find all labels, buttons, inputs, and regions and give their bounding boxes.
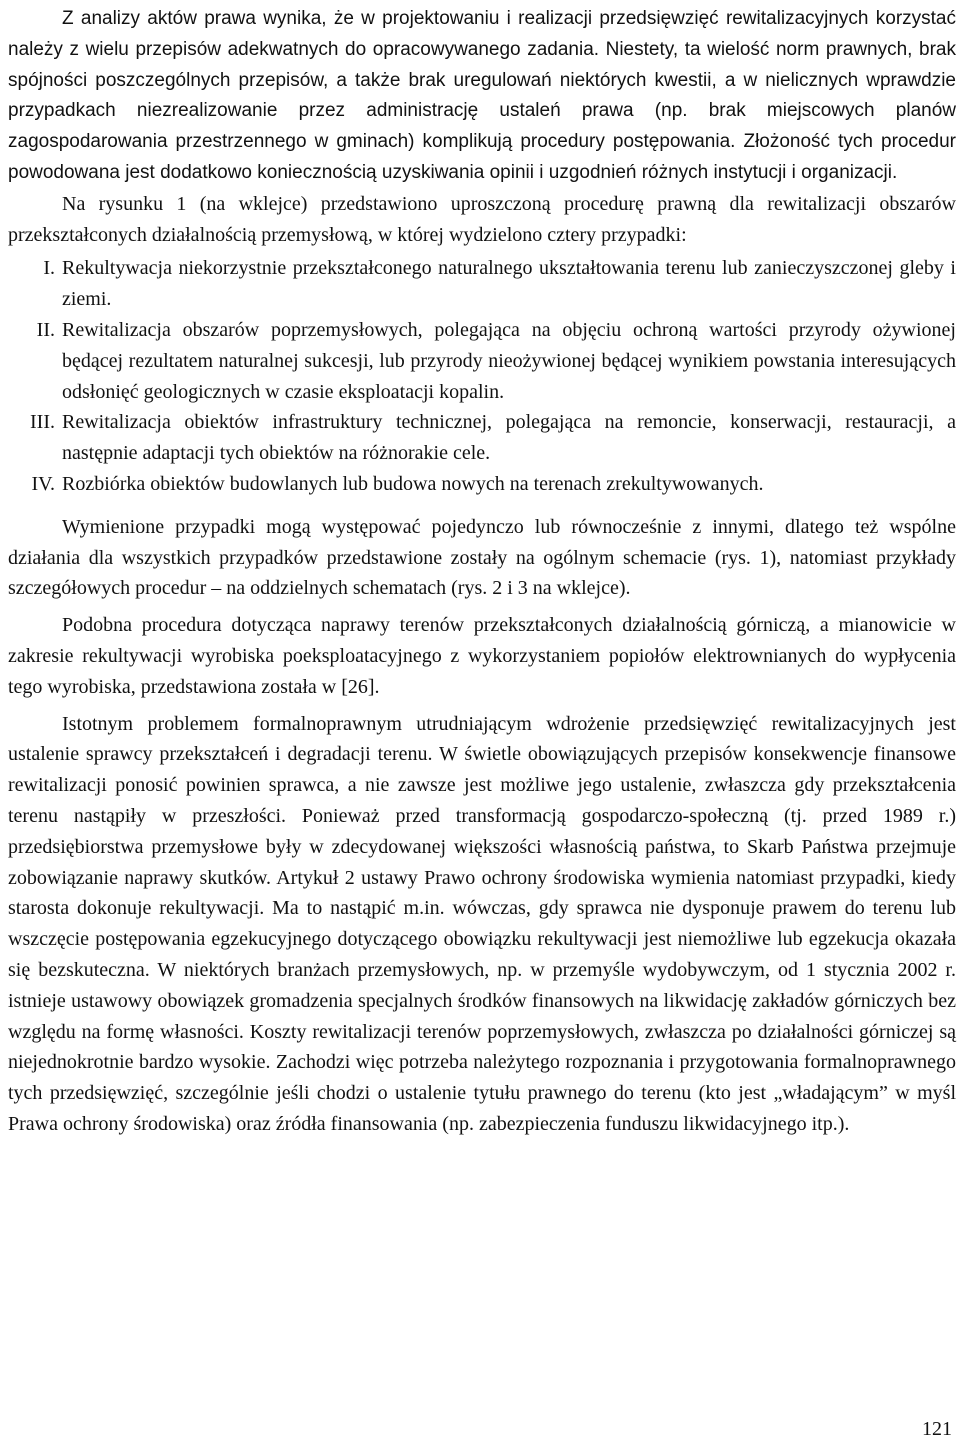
paragraph-similar-procedure: Podobna procedura dotycząca naprawy terenów przekształconych działalnością górniczą, a mianowicie w zakresie rekultywacji wyrobiska poeksploatacyjnego z wykorzystaniem popiołów elektrownianych do wypłycenia tego wyrobiska, przedstawiona została w [26].	[8, 614, 956, 698]
list-item-text: Rewitalizacja obiektów infrastruktury technicznej, polegająca na remoncie, konserwacji, restauracji, a następnie adaptacji tych obiektów na różnorakie cele.	[62, 411, 956, 465]
paragraph-cases-summary: Wymienione przypadki mogą występować pojedynczo lub równocześnie z innymi, dlatego też wspólne działania dla wszystkich przypadków przedstawione zostały na ogólnym schemacie (rys. 1), natomiast przykłady szczegółowych procedur – na oddzielnych schematach (rys. 2 i 3 na wklejce).	[8, 515, 956, 600]
list-item-text: Rozbiórka obiektów budowlanych lub budowa nowych na terenach zrekultywowanych.	[62, 472, 764, 495]
paragraph-legal-problem: Istotnym problemem formalnoprawnym utrudniającym wdrożenie przedsięwzięć rewitalizacyjnych jest ustalenie sprawcy przekształceń i degradacji terenu. W świetle obowiązujących przepisów konsekwencje finansowe rewitalizacji ponosić powinien sprawca, a nie zawsze jest możliwe jego ustalenie, zwłaszcza gdy przekształcenia terenu nastąpiły w przeszłości. Ponieważ przed transformacją gospodarczo-społeczną (tj. przed 1989 r.) przedsiębiorstwa przemysłowe były w zdecydowanej większości własnością państwa, to Skarb Państwa przejmuje zobowiązanie naprawy skutków. Artykuł 2 ustawy Prawo ochrony środowiska wymienia natomiast przypadki, kiedy starosta dokonuje rekultywacji. Ma to nastąpić m.in. wówczas, gdy sprawca nie dysponuje prawem do terenu lub wszczęcie postępowania egzekucyjnego dotyczącego obowiązku rekultywacji jest niemożliwe lub egzekucja okazała się bezskuteczna. W niektórych branżach przemysłowych, np. w przemyśle wydobywczym, od 1 stycznia 2002 r. istnieje ustawowy obowiązek gromadzenia specjalnych środków finansowych na likwidację zakładów górniczych bez względu na formę własności. Koszty rewitalizacji terenów poprzemysłowych, zwłaszcza po działalności górniczej są niejednokrotnie bardzo wysokie. Zachodzi więc potrzeba należytego rozpoznania i przygotowania formalnoprawnego tych przedsięwzięć, szczególnie jeśli chodzi o ustalenie tytułu prawnego do terenu (kto jest „władającym” w myśl Prawa ochrony środowiska) oraz źródła finansowania (np. zabezpieczenia funduszu likwidacyjnego itp.).	[8, 712, 956, 1135]
cases-list	[8, 253, 956, 499]
list-item	[8, 315, 956, 407]
list-item	[8, 469, 956, 500]
list-item-text: Rewitalizacja obszarów poprzemysłowych, polegająca na objęciu ochroną wartości przyrody ożywionej będącej rezultatem naturalnej sukcesji, lub przyrody nieożywionej będącej wynikiem powstania interesujących odsłonięć geologicznych w czasie eksploatacji kopalin.	[62, 318, 956, 403]
list-item	[8, 253, 956, 315]
page-number: 121	[922, 1418, 952, 1440]
document-page	[8, 4, 956, 1140]
list-item-number: II.	[36, 318, 55, 341]
paragraph-intro: Z analizy aktów prawa wynika, że w projektowaniu i realizacji przedsięwzięć rewitalizacyjnych korzystać należy z wielu przepisów adekwatnych do opracowywanego zadania. Niestety, ta wielość norm prawnych, brak spójności poszczególnych przepisów, a także brak uregulowań niektórych kwestii, a w nielicznych wprawdzie przypadkach niezrealizowanie przez administrację ustaleń prawa (np. brak miejscowych planów zagospodarowania przestrzennego w gminach) komplikują procedury postępowania. Złożoność tych procedur powodowana jest dodatkowo koniecznością uzyskiwania opinii i uzgodnień różnych instytucji i organizacji.	[8, 8, 956, 183]
list-item-number: I.	[43, 257, 55, 280]
list-item	[8, 407, 956, 469]
list-item-text: Rekultywacja niekorzystnie przekształconego naturalnego ukształtowania terenu lub zanieczyszczonej gleby i ziemi.	[62, 257, 956, 311]
paragraph-figure-reference: Na rysunku 1 (na wklejce) przedstawiono uproszczoną procedurę prawną dla rewitalizacji obszarów przekształconych działalnością przemysłową, w której wydzielono cztery przypadki:	[8, 192, 956, 246]
list-item-number: IV.	[31, 472, 55, 495]
list-item-number: III.	[30, 411, 55, 434]
